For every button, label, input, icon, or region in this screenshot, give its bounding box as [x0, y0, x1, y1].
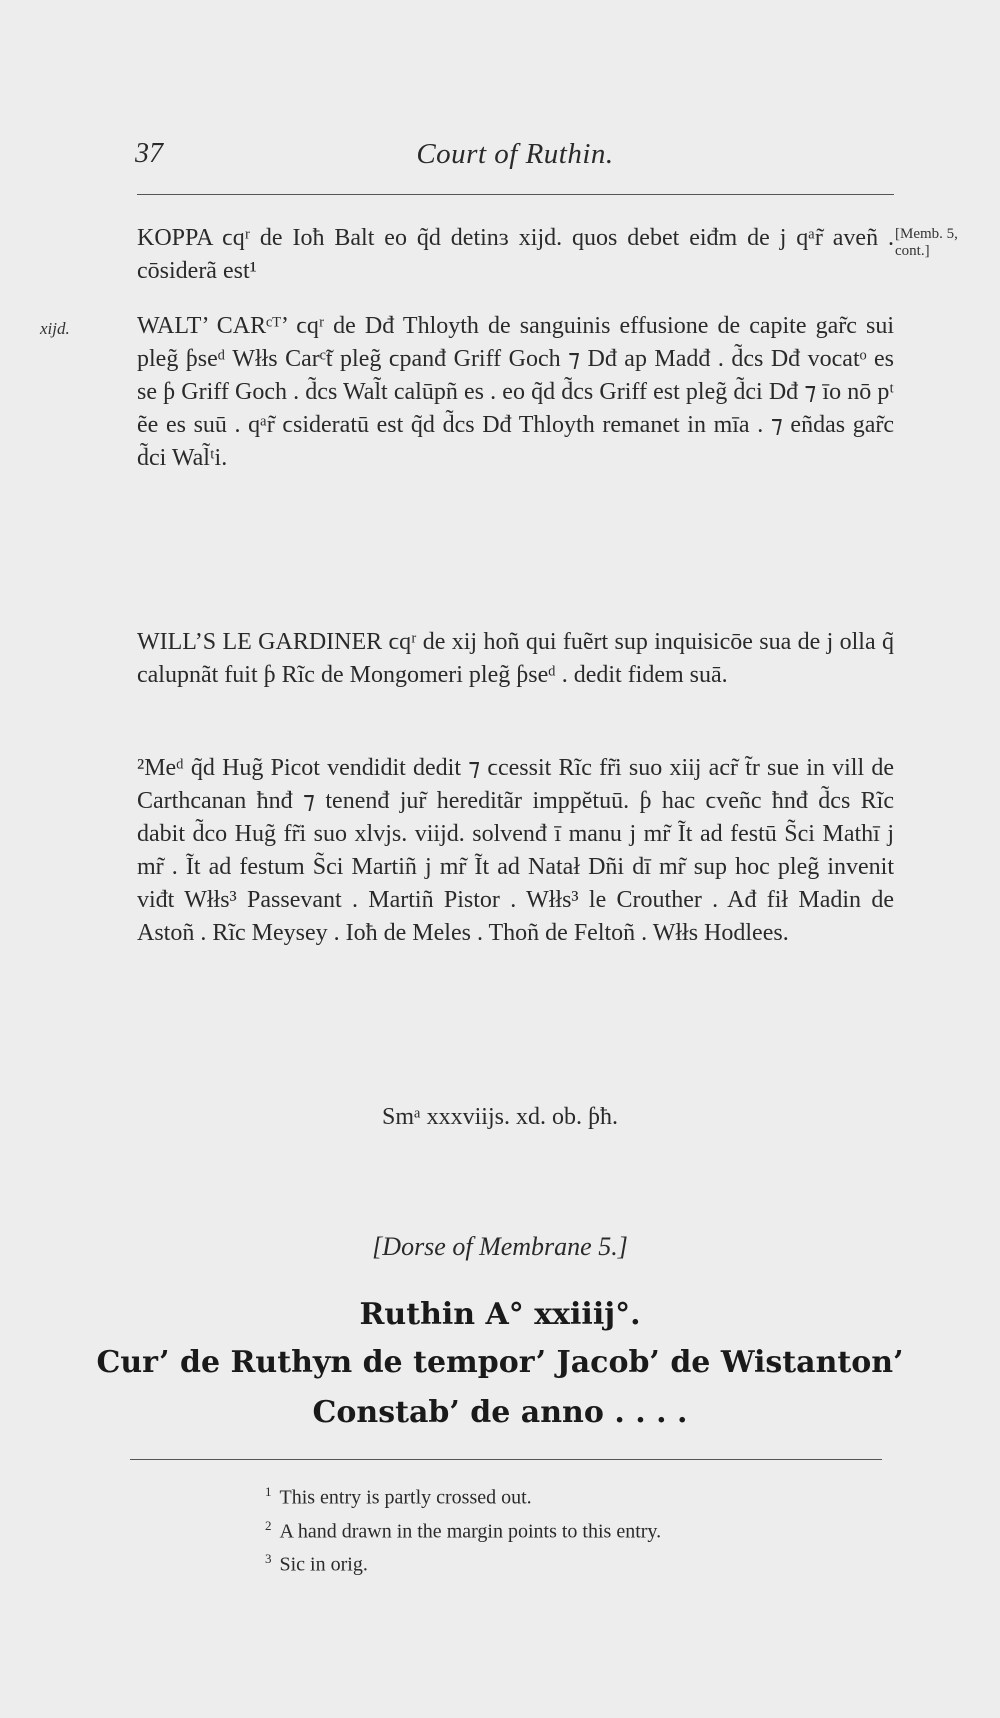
entry-walt: WALT’ CARᶜᵀ’ ϲqʳ de Dđ Thloyth de sanguinis effusione de capite gar̃c sui pleg̃ ƥseᵈ Włłs Carᶜ̃t pleg̃ ϲpanđ Griff Goch ⁊ Dđ ap Madđ . d̃cs Dđ vocatᵒ es se ƥ Griff Goch . d̃cs Wal̃t calūpñ es . eo q̃d d̃cs Griff est pleg̃ d̃ci Dđ ⁊ īo nō pᵗ ẽe es suū . qᵃr̃ ϲsideratū est q̃d d̃cs Dđ Thloyth remanet in mīa . ⁊ eñdas gar̃c d̃ci Wal̃ᵗi.: [137, 313, 894, 471]
blackletter-line-1: Ruthin A° xxiiij°.: [359, 1297, 641, 1332]
footnote: [265, 1478, 885, 1512]
page-number: 37: [135, 138, 163, 169]
footnote: [265, 1512, 885, 1546]
entry-wills: WILL’S LE GARDINER ϲqʳ de xij hoñ qui fuẽrt sup inquisicōe sua de j olla q̃ calupnãt fuit ƥ Rĩc de Mongomeri pleg̃ ƥseᵈ . dedit fidem suā.: [137, 629, 894, 688]
blackletter-line-2: Cur’ de Ruthyn de tempor’ Jacob’ de Wistanton’: [96, 1345, 904, 1380]
footnote-mark: 3: [265, 1551, 272, 1567]
blackletter-line-3: Constab’ de anno . . . .: [312, 1395, 688, 1430]
running-title: Court of Ruthin.: [416, 138, 614, 170]
margin-note-amount: xijd.: [40, 319, 70, 338]
footnote-text: A hand drawn in the margin points to this entry.: [279, 1520, 662, 1543]
margin-note-membrane: [Memb. 5, cont.]: [895, 226, 958, 259]
dorse-heading: [Dorse of Membrane 5.]: [372, 1232, 628, 1261]
footnote-text: This entry is partly crossed out.: [279, 1486, 532, 1509]
page-header: [135, 138, 895, 178]
header-rule: [137, 194, 894, 195]
entry-koppa: KOPPA ϲqʳ de Ioħ Balt eo q̃d detinɜ xijd. quos debet eiđm de j qᵃr̃ aveñ . cōsiderã est¹: [137, 225, 894, 284]
footnotes: [265, 1478, 885, 1579]
footnote-rule: [130, 1459, 882, 1460]
footnote-text: Sic in orig.: [279, 1553, 368, 1576]
footnote: [265, 1545, 885, 1579]
entry-memorandum: ²Meᵈ q̃d Hug̃ Picot vendidit dedit ⁊ ϲcessit Rĩc fr̃i suo xiij acr̃ t̃r sue in vill de Carthcanan ħnđ ⁊ tenenđ jur̃ hereditãr imppĕtuū. ƥ hac ϲveñc ħnđ d̃cs Rĩc dabit d̃co Hug̃ fr̃i suo xlvjs. viijd. solvenđ ī manu j mr̃ Ĩt ad festū S̃ci Mathī j mr̃ . Ĩt ad festum S̃ci Martiñ j mr̃ Ĩt ad Natał Dñi dī mr̃ sup hoc pleg̃ invenit viđt Włłs³ Passevant . Martiñ Pistor . Włłs³ le Crouther . Ađ fił Madin de Astoñ . Rĩc Meysey . Ioħ de Meles . Thoñ de Feltoñ . Włłs Hodlees.: [137, 755, 894, 946]
footnote-mark: 1: [265, 1484, 272, 1499]
summa-total: Smᵃ xxxviijs. xd. ob. ƥħ.: [382, 1104, 618, 1130]
footnote-mark: 2: [265, 1517, 272, 1533]
